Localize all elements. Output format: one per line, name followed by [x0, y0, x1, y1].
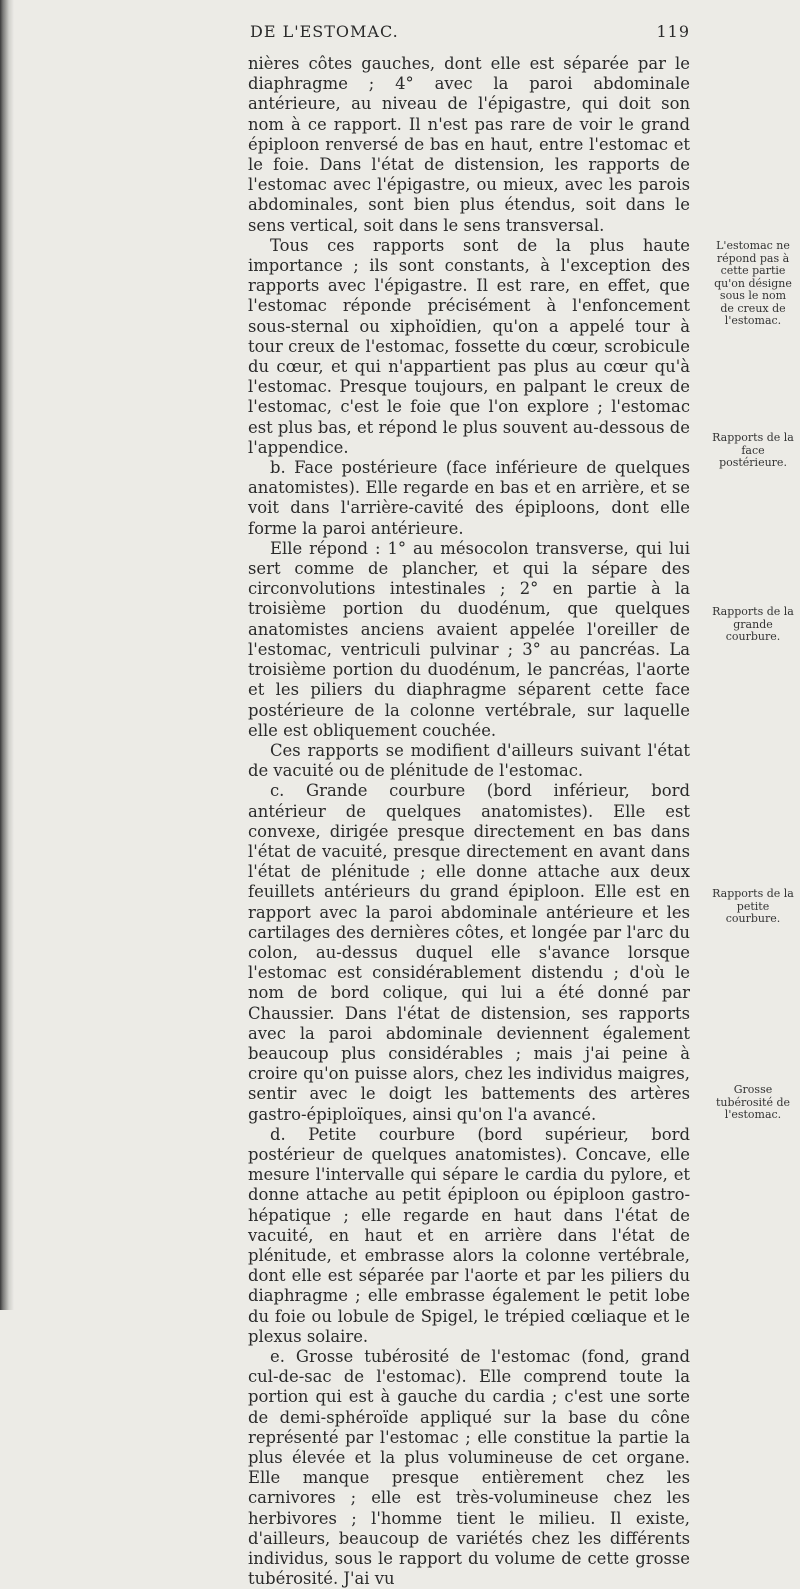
margin-note-grosse-tuberosite: Grosse tubérosité de l'estomac. — [715, 1083, 791, 1121]
paragraph-2: Tous ces rapports sont de la plus haute importance ; ils sont constants, à l'exception des rapports avec l'épigastre. Il est rare, en effet, que l'estomac réponde précisément à l'enfoncement sous-sternal ou xiphoïdien, qu'on a appelé tour à tour creux de l'estomac, fossette du cœur, scrobicule du cœur, et qui n'appartient pas plus au cœur qu'à l'estomac. Presque toujours, en palpant le creux de l'estomac, c'est le foie que l'on explore ; l'estomac est plus bas, et répond le plus souvent au-dessous de l'appendice. — [248, 235, 690, 457]
paragraph-8: e. Grosse tubérosité de l'estomac (fond, grand cul-de-sac de l'estomac). Elle comprend toute la portion qui est à gauche du cardia ; c'est une sorte de demi-sphéroïde appliqué sur la base du cône représenté par l'estomac ; elle constitue la partie la plus élevée et la plus volumineuse de cet organe. Elle manque presque entièrement chez les carnivores ; elle est très-volumineuse chez les herbivores ; l'homme tient le milieu. Il existe, d'ailleurs, beaucoup de variétés chez les différents individus, sous le rapport du volume de cette grosse tubérosité. J'ai vu — [248, 1347, 690, 1589]
paragraph-3: b. Face postérieure (face inférieure de quelques anatomistes). Elle regarde en bas et en arrière, et se voit dans l'arrière-cavité des épiploons, dont elle forme la paroi antérieure. — [248, 458, 690, 538]
margin-note-creux: L'estomac ne répond pas à cette partie qu'on désigne sous le nom de creux de l'estomac. — [714, 239, 792, 327]
running-title: DE L'ESTOMAC. — [250, 22, 399, 41]
paragraph-4: Elle répond : 1° au mésocolon transverse, qui lui sert comme de plancher, et qui la sépare des circonvolutions intestinales ; 2° en partie à la troisième portion du duodénum, que quelques anatomistes anciens avaient appelée l'oreiller de l'estomac, ventriculi pulvinar ; 3° au pancréas. La troisième portion du duodénum, le pancréas, l'aorte et les piliers du diaphragme séparent cette face postérieure de la colonne vertébrale, sur laquelle elle est obliquement couchée. — [248, 538, 690, 740]
page-binding-shadow — [0, 0, 14, 1310]
paragraph-7: d. Petite courbure (bord supérieur, bord postérieur de quelques anatomistes). Concave, elle mesure l'intervalle qui sépare le cardia du pylore, et donne attache au petit épiploon ou épiploon gastro-hépatique ; elle regarde en haut dans l'état de vacuité, en haut et en arrière dans l'état de plénitude, et embrasse alors la colonne vertébrale, dont elle est séparée par l'aorte et par les piliers du diaphragme ; elle embrasse également le petit lobe du foie ou lobule de Spigel, le trépied cœliaque et le plexus solaire. — [248, 1124, 690, 1346]
page-header — [250, 22, 690, 44]
margin-note-petite-courbure: Rapports de la petite courbure. — [712, 887, 794, 925]
margin-note-face-posterieure: Rapports de la face postérieure. — [712, 431, 794, 469]
page-number: 119 — [656, 22, 690, 41]
paragraph-5: Ces rapports se modifient d'ailleurs suivant l'état de vacuité ou de plénitude de l'estomac. — [248, 740, 690, 781]
main-text — [248, 54, 690, 1589]
margin-note-grande-courbure: Rapports de la grande courbure. — [712, 605, 794, 643]
paragraph-1: nières côtes gauches, dont elle est séparée par le diaphragme ; 4° avec la paroi abdominale antérieure, au niveau de l'épigastre, qui doit son nom à ce rapport. Il n'est pas rare de voir le grand épiploon renversé de bas en haut, entre l'estomac et le foie. Dans l'état de distension, les rapports de l'estomac avec l'épigastre, ou mieux, avec les parois abdominales, sont bien plus étendus, soit dans le sens vertical, soit dans le sens transversal. — [248, 54, 690, 235]
paragraph-6: c. Grande courbure (bord inférieur, bord antérieur de quelques anatomistes). Elle est convexe, dirigée presque directement en bas dans l'état de vacuité, presque directement en avant dans l'état de plénitude ; elle donne attache aux deux feuillets antérieurs du grand épiploon. Elle est en rapport avec la paroi abdominale antérieure et les cartilages des dernières côtes, et longée par l'arc du colon, au-dessus duquel elle s'avance lorsque l'estomac est considérablement distendu ; d'où le nom de bord colique, qui lui a été donné par Chaussier. Dans l'état de distension, ses rapports avec la paroi abdominale deviennent également beaucoup plus considérables ; mais j'ai peine à croire qu'on puisse alors, chez les individus maigres, sentir avec le doigt les battements des artères gastro-épiploïques, ainsi qu'on l'a avancé. — [248, 781, 690, 1124]
